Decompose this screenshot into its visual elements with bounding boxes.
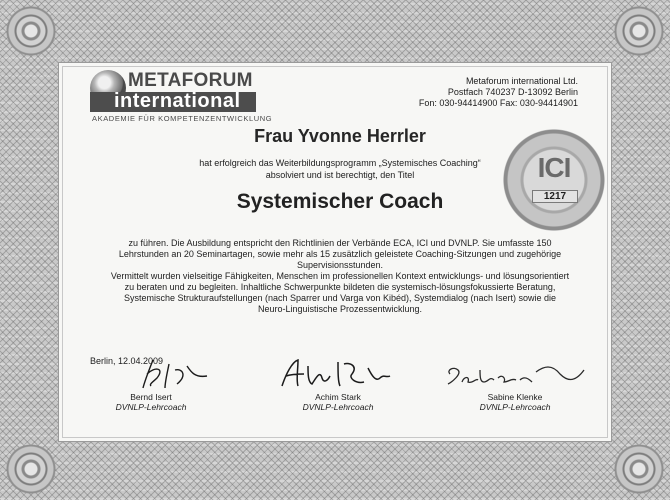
logo-tagline: AKADEMIE FÜR KOMPETENZENTWICKLUNG — [92, 114, 273, 123]
body-line: Systemische Strukturaufstellungen (nach Sparrer und Varga von Kibéd), Systemdialog (nach Isert) sowie die — [123, 293, 557, 303]
certificate-body — [80, 238, 600, 315]
metaforum-logo — [90, 70, 280, 123]
seal-emblem: ICI — [537, 152, 571, 183]
corner-rosette-bottom-right — [614, 444, 664, 494]
signer-role: DVNLP-Lehrcoach — [302, 402, 374, 412]
handwritten-signature-icon — [91, 356, 211, 392]
intro-text — [150, 157, 530, 181]
signer-name: Bernd Isert — [130, 392, 172, 402]
body-line: zu beraten und zu begleiten. Inhaltliche Schwerpunkte bildeten die systemisch-lösungsfokussierte Beratung, — [124, 282, 556, 292]
address-line-2: Postfach 740237 D-13092 Berlin — [447, 87, 578, 97]
signer-name: Achim Stark — [315, 392, 361, 402]
signer-name: Sabine Klenke — [487, 392, 543, 402]
handwritten-signature-icon — [268, 356, 408, 392]
issue-date: Berlin, 12.04.2009 — [90, 356, 164, 366]
issuer-address — [419, 76, 578, 109]
intro-line-1: hat erfolgreich das Weiterbildungsprogramm „Systemisches Coaching“ — [199, 158, 481, 168]
body-line: Vermittelt wurden vielseitige Fähigkeiten, Menschen im professionellen Kontext entwicklungs- und lösungsorientiert — [110, 271, 570, 281]
signature-block-isert — [76, 356, 226, 412]
corner-rosette-top-left — [6, 6, 56, 56]
signer-role: DVNLP-Lehrcoach — [115, 402, 187, 412]
recipient-name: Frau Yvonne Herrler — [254, 126, 426, 146]
certificate-title: Systemischer Coach — [236, 190, 444, 213]
handwritten-signature-icon — [440, 356, 590, 392]
body-line: Neuro-Linguistische Prozessentwicklung. — [257, 304, 423, 314]
body-line: Supervisionsstunden. — [296, 260, 384, 270]
body-line: zu führen. Die Ausbildung entspricht den Richtlinien der Verbände ECA, ICI und DVNLP. Sie umfasste 150 — [128, 238, 552, 248]
signature-block-stark — [263, 356, 413, 412]
seal-number: 1217 — [532, 190, 578, 203]
address-line-1: Metaforum international Ltd. — [465, 76, 578, 86]
corner-rosette-bottom-left — [6, 444, 56, 494]
intro-line-2: absolviert und ist berechtigt, den Titel — [265, 170, 415, 180]
logo-top-text: METAFORUM — [128, 70, 253, 91]
body-line: Lehrstunden an 20 Seminartagen, sowie mehr als 15 zusätzlich geleistete Coaching-Sitzungen und zugehörige — [118, 249, 562, 259]
address-line-3: Fon: 030-94414900 Fax: 030-94414901 — [418, 98, 578, 108]
logo-sub-text: international — [114, 90, 241, 112]
signature-block-klenke — [440, 356, 590, 412]
signer-role: DVNLP-Lehrcoach — [479, 402, 551, 412]
corner-rosette-top-right — [614, 6, 664, 56]
